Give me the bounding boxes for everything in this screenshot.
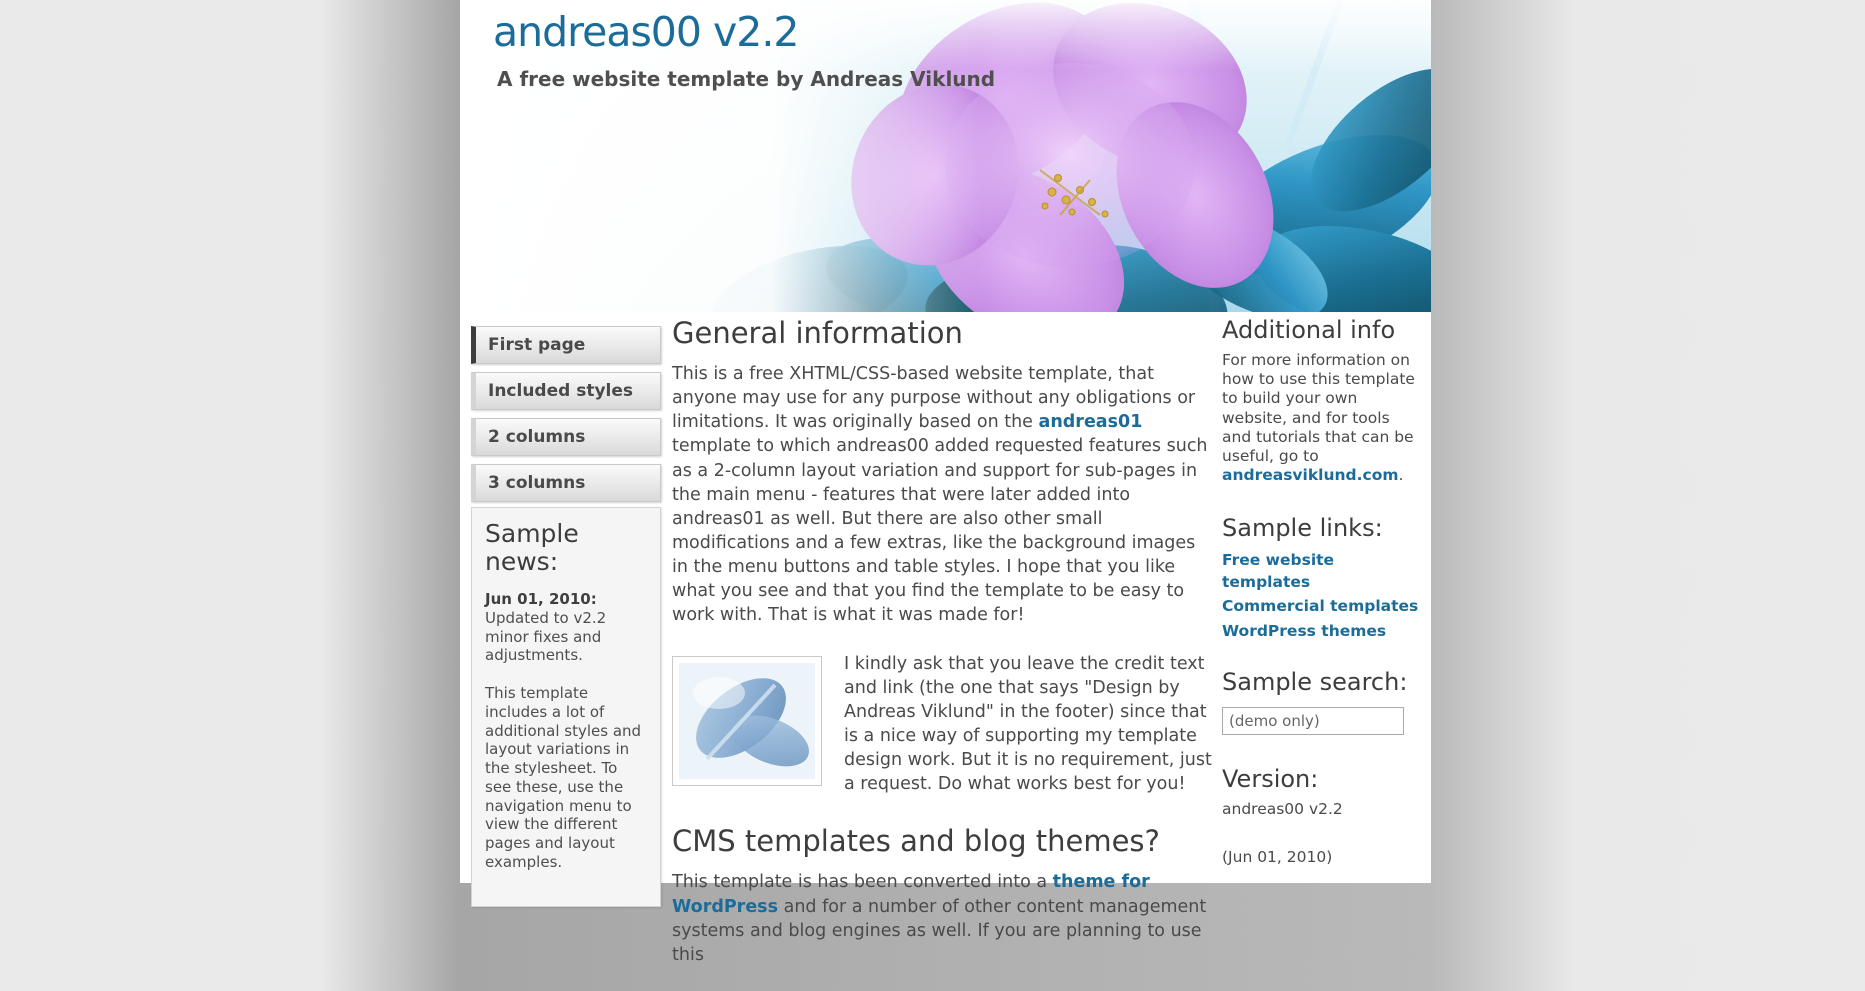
main-content: [672, 316, 1215, 991]
credit-block: [672, 652, 1215, 821]
main-menu: [471, 326, 661, 510]
version-number: andreas00 v2.2: [1222, 800, 1343, 819]
additional-info-period: .: [1398, 466, 1404, 485]
sample-search-heading: Sample search:: [1222, 668, 1408, 697]
section-heading-cms-templates: CMS templates and blog themes?: [672, 824, 1160, 859]
cms-paragraph: [672, 870, 1215, 967]
general-info-text-cont: template to which andreas00 added requested features such as a 2-column layout variation and support for sub-pages in the main menu - features that were later added into andreas01 as well. But there are also other small modifications and a few extras, like the background images in the menu buttons and table styles. I hope that you like what you see and that you find the template to be easy to work with. That is what it was made for!: [672, 436, 1208, 626]
leaf-thumbnail-graphic: [679, 663, 815, 779]
site-subtitle: A free website template by Andreas Viklund: [497, 67, 996, 91]
version-date: (Jun 01, 2010): [1222, 847, 1333, 866]
menu-item-2-columns[interactable]: 2 columns: [471, 418, 661, 456]
news-entry: Updated to v2.2 minor fixes and adjustments.: [485, 608, 607, 665]
cms-text: This template is has been converted into a: [672, 872, 1053, 893]
credit-paragraph: I kindly ask that you leave the credit text and link (the one that says "Design by Andreas Viklund" in the footer) since that is a nice way of supporting my template design work. But it is no requirement, just a request. Do what works best for you!: [844, 653, 1212, 795]
version-heading: Version:: [1222, 765, 1319, 794]
general-info-paragraph: [672, 362, 1215, 628]
header: [460, 0, 1431, 312]
additional-info-body: For more information on how to use this template to build your own website, and for tools and tutorials that can be useful, go to: [1222, 351, 1415, 466]
right-sidebar: [1222, 316, 1422, 895]
news-date: Jun 01, 2010:: [485, 590, 597, 608]
sample-links-list: [1222, 549, 1422, 643]
site-title: andreas00 v2.2: [493, 8, 799, 56]
menu-item-included-styles[interactable]: Included styles: [471, 372, 661, 410]
section-heading-general-information: General information: [672, 316, 963, 350]
leaf-thumbnail-image: [672, 656, 822, 786]
link-commercial-templates[interactable]: Commercial templates: [1222, 597, 1419, 616]
andreasviklund-link[interactable]: andreasviklund.com: [1222, 466, 1399, 485]
andreas01-link[interactable]: andreas01: [1038, 412, 1143, 433]
news-heading: Sample news:: [485, 519, 579, 576]
additional-info-text: [1222, 351, 1422, 486]
sample-links-heading: Sample links:: [1222, 513, 1383, 542]
content-container: [460, 0, 1431, 965]
search-input[interactable]: [1222, 707, 1404, 735]
additional-info-heading: Additional info: [1222, 316, 1396, 344]
link-wordpress-themes[interactable]: WordPress themes: [1222, 621, 1387, 640]
menu-item-3-columns[interactable]: 3 columns: [471, 464, 661, 502]
link-free-website-templates[interactable]: Free website templates: [1222, 550, 1335, 591]
wordpress-theme-link[interactable]: theme for WordPress: [672, 872, 1150, 917]
general-info-text: This is a free XHTML/CSS-based website template, that anyone may use for any purpose without any obligations or limitations. It was originally based on the: [672, 364, 1196, 433]
sample-news-box: [471, 507, 661, 907]
cms-text-cont: and for a number of other content management systems and blog engines as well. If you are planning to use this: [672, 896, 1207, 965]
news-body: This template includes a lot of additional styles and layout variations in the stylesheet. To see these, use the navigation menu to view the different pages and layout examples.: [485, 684, 642, 871]
menu-item-first-page[interactable]: First page: [471, 326, 661, 364]
